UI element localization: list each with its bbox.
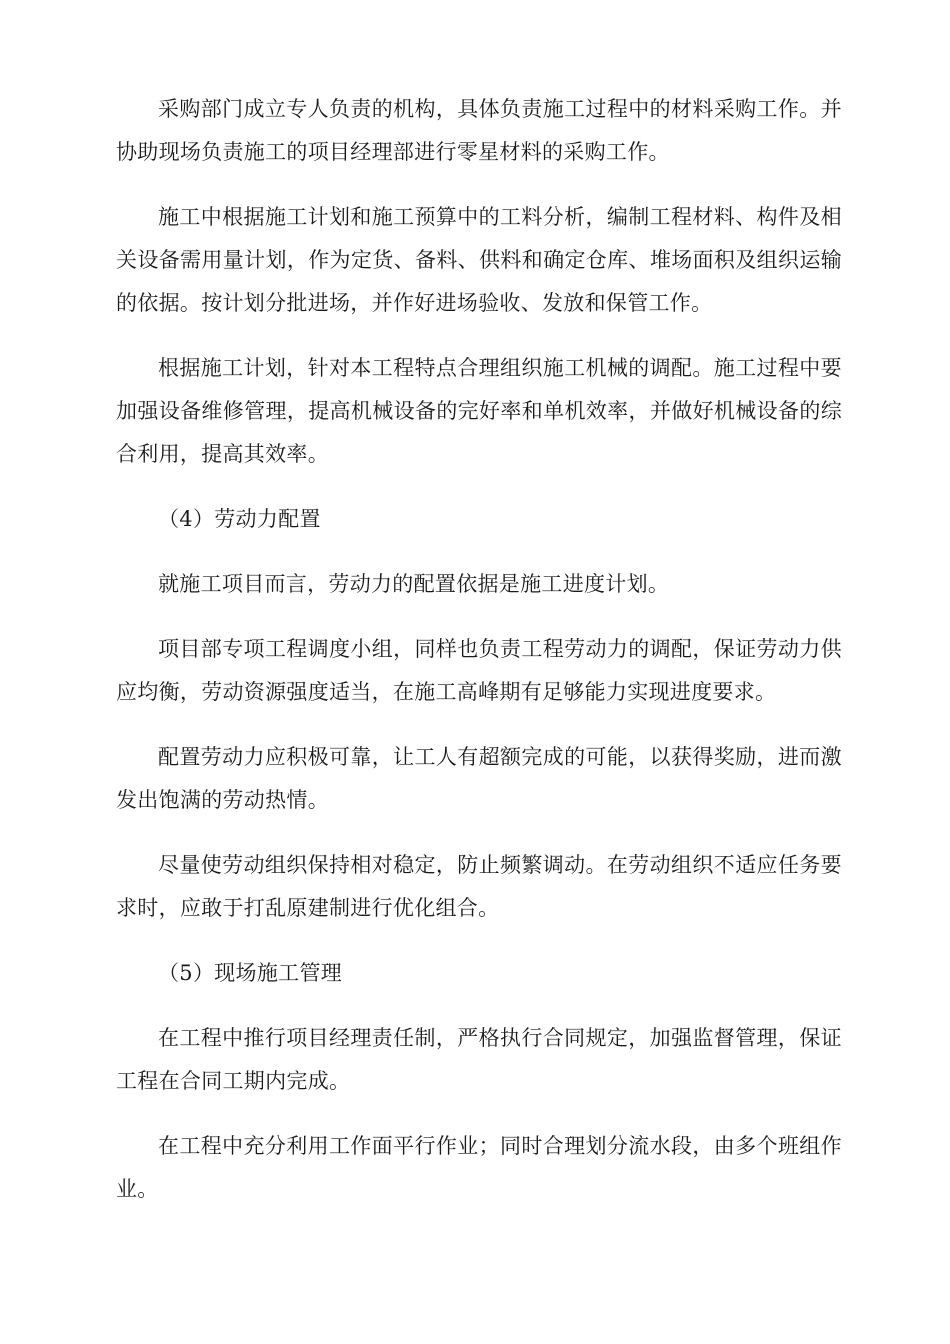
section-heading-labor: （4）劳动力配置: [158, 507, 321, 531]
paragraph-labor-stability: 尽量使劳动组织保持相对稳定，防止频繁调动。在劳动组织不适应任务要求时，应敢于打乱原建制进行优化组合。: [116, 853, 842, 920]
paragraph-material-plan: 施工中根据施工计划和施工预算中的工料分析，编制工程材料、构件及相关设备需用量计划，作为定货、备料、供料和确定仓库、堆场面积及组织运输的依据。按计划分批进场，并作好进场验收、发放和保管工作。: [116, 205, 842, 315]
paragraph-manager-responsibility: 在工程中推行项目经理责任制，严格执行合同规定，加强监督管理，保证工程在合同工期内完成。: [116, 1026, 842, 1093]
paragraph-labor-basis: 就施工项目而言，劳动力的配置依据是施工进度计划。: [158, 572, 670, 596]
document-body: [116, 88, 842, 1233]
paragraph-labor-dispatch: 项目部专项工程调度小组，同样也负责工程劳动力的调配，保证劳动力供应均衡，劳动资源强度适当，在施工高峰期有足够能力实现进度要求。: [116, 637, 842, 704]
paragraph-material-procurement: 采购部门成立专人负责的机构，具体负责施工过程中的材料采购工作。并协助现场负责施工的项目经理部进行零星材料的采购工作。: [116, 97, 842, 164]
paragraph-machinery-allocation: 根据施工计划，针对本工程特点合理组织施工机械的调配。施工过程中要加强设备维修管理，提高机械设备的完好率和单机效率，并做好机械设备的综合利用，提高其效率。: [116, 356, 842, 466]
section-heading-site-management: （5）现场施工管理: [158, 961, 343, 985]
paragraph-parallel-work: 在工程中充分利用工作面平行作业；同时合理划分流水段，由多个班组作业。: [116, 1134, 842, 1201]
paragraph-labor-incentive: 配置劳动力应积极可靠，让工人有超额完成的可能，以获得奖励，进而激发出饱满的劳动热情。: [116, 745, 842, 812]
